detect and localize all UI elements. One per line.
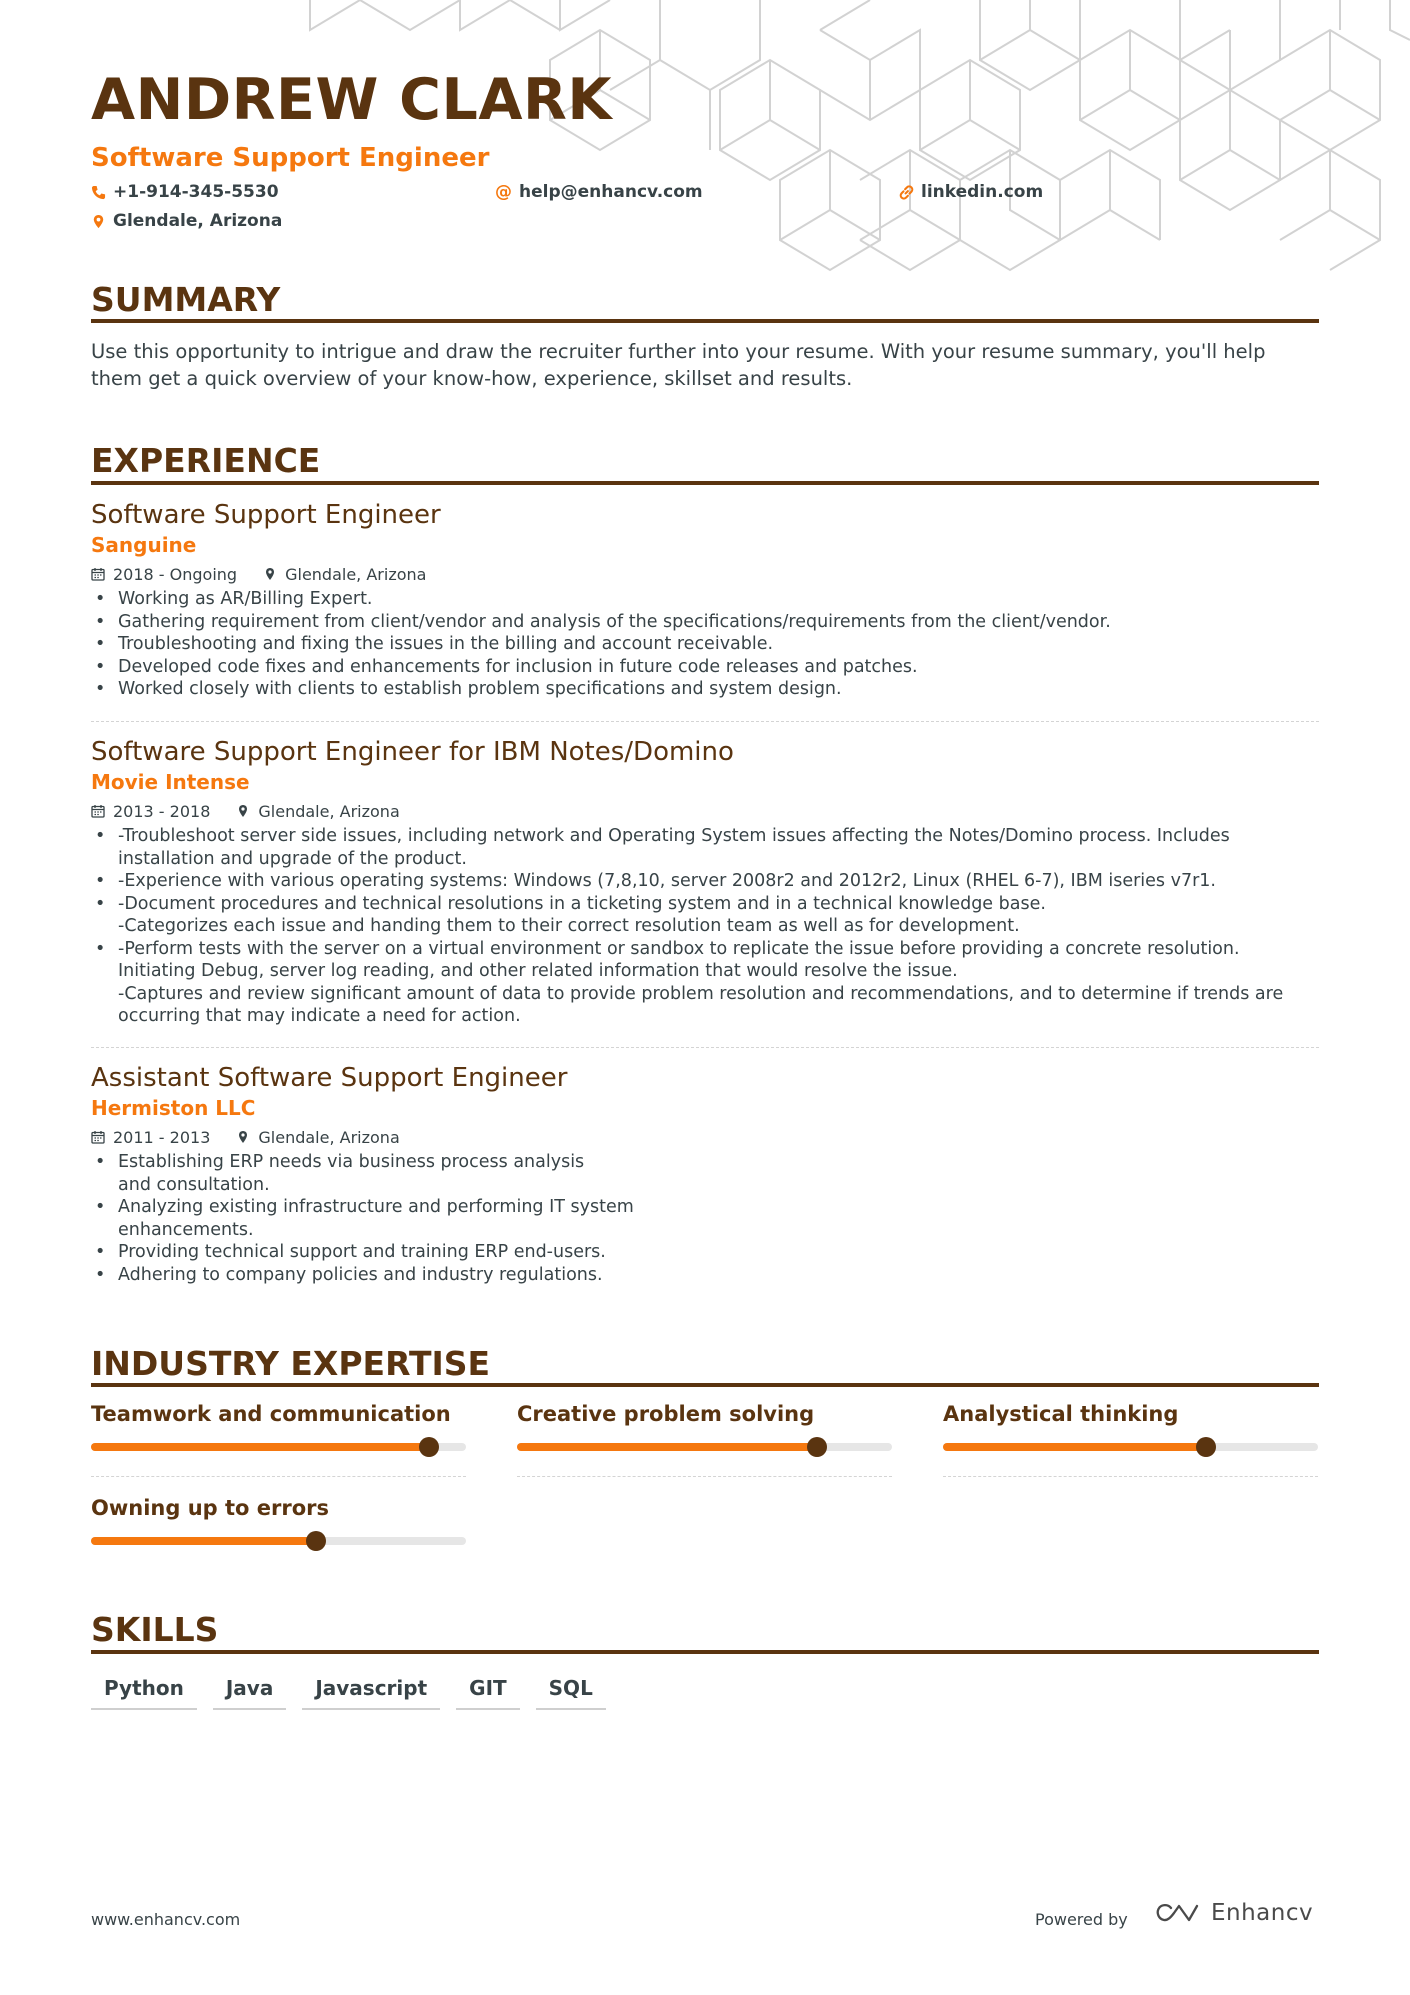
calendar-icon [91,804,105,818]
phone-contact[interactable] [91,184,279,201]
job-dates: 2018 - Ongoing [113,564,238,584]
expertise-bar [517,1443,892,1451]
summary-text: Use this opportunity to intrigue and draw the recruiter further into your resume. With your resume summary, you'll help them get a quick overview of your know-how, experience, skillset and results. [91,340,1266,390]
expertise-item [91,1498,466,1545]
skill-tag: Javascript [302,1670,440,1710]
location-contact [91,213,282,230]
expertise-bar-knob [419,1437,439,1457]
job-location: Glendale, Arizona [258,801,400,821]
location-pin-icon [263,567,277,581]
job-meta [91,563,1319,585]
job-entry [91,502,1319,701]
location-text: Glendale, Arizona [113,211,283,231]
expertise-divider [517,1476,892,1477]
expertise-rule [91,1383,1319,1387]
expertise-label: Creative problem solving [517,1402,815,1426]
phone-icon [91,185,106,200]
linkedin-url: linkedin.com [921,182,1044,202]
job-company: Movie Intense [91,770,250,794]
location-pin-icon [91,214,106,229]
expertise-bar-knob [1196,1437,1216,1457]
skill-tag: Python [91,1670,197,1710]
list-item: • Establishing ERP needs via business process analysis and consultation. [91,1151,1319,1196]
expertise-bar-knob [306,1531,326,1551]
footer-powered-by: Powered by [1035,1910,1128,1929]
skills-rule [91,1650,1319,1654]
job-title: Assistant Software Support Engineer [91,1063,568,1093]
job-divider [91,721,1319,722]
list-item: • Analyzing existing infrastructure and performing IT system enhancements. [91,1196,1319,1241]
job-entry [91,739,1319,1028]
location-pin-icon [236,804,250,818]
list-item: • Worked closely with clients to establish problem specifications and system design. [91,678,1319,701]
expertise-bar-fill [943,1443,1206,1451]
list-item: • Gathering requirement from client/vendor and analysis of the specifications/requirements from the client/vendor. [91,611,1319,634]
expertise-divider [91,1476,466,1477]
list-item: • -Experience with various operating systems: Windows (7,8,10, server 2008r2 and 2012r2, Linux (RHEL 6-7), IBM iseries v7r1. [91,870,1319,893]
list-item: • -Document procedures and technical resolutions in a ticketing system and in a technical knowledge base. -Categorizes each issue and handing them to their correct resolution team as well as for development. [91,893,1319,938]
experience-heading: EXPERIENCE [91,441,321,480]
job-divider [91,1047,1319,1048]
skill-tag: SQL [536,1670,606,1710]
expertise-label: Owning up to errors [91,1496,330,1520]
job-company: Hermiston LLC [91,1096,256,1120]
list-item: • Providing technical support and training ERP end-users. [91,1241,1319,1264]
job-bullets [91,1151,1319,1286]
job-meta [91,1126,1319,1148]
job-entry [91,1065,1319,1286]
expertise-bar-fill [91,1537,316,1545]
enhancv-logo-icon [1155,1901,1201,1925]
candidate-role: Software Support Engineer [91,143,490,173]
list-item: • -Perform tests with the server on a virtual environment or sandbox to replicate the issue before providing a concrete resolution. Initiating Debug, server log reading, and other related information that would resolve the issue. -Captures and review significant amount of data to provide problem resolution and recommendations, and to determine if trends are occurring that may indicate a need for action. [91,938,1319,1028]
expertise-bar [943,1443,1318,1451]
job-location: Glendale, Arizona [258,1127,400,1147]
enhancv-brand-name: Enhancv [1211,1900,1314,1926]
expertise-label: Teamwork and communication [91,1402,451,1426]
expertise-divider [943,1476,1318,1477]
email-contact[interactable] [495,184,703,201]
footer-website-link[interactable]: www.enhancv.com [91,1910,241,1929]
calendar-icon [91,1130,105,1144]
job-dates: 2013 - 2018 [113,801,211,821]
job-bullets [91,588,1319,701]
expertise-label: Analystical thinking [943,1402,1179,1426]
location-pin-icon [236,1130,250,1144]
expertise-bar [91,1537,466,1545]
summary-heading: SUMMARY [91,280,281,319]
list-item: • Developed code fixes and enhancements for inclusion in future code releases and patches. [91,656,1319,679]
skill-tag: Java [213,1670,286,1710]
skill-tag: GIT [456,1670,520,1710]
expertise-item [943,1404,1318,1477]
expertise-item [517,1404,892,1477]
job-company: Sanguine [91,533,197,557]
list-item: • Troubleshooting and fixing the issues in the billing and account receivable. [91,633,1319,656]
job-location: Glendale, Arizona [285,564,427,584]
candidate-name: ANDREW CLARK [91,67,613,133]
email-address: help@enhancv.com [519,182,703,202]
list-item: • Working as AR/Billing Expert. [91,588,1319,611]
expertise-bar-fill [517,1443,817,1451]
skills-list [91,1670,606,1710]
skills-heading: SKILLS [91,1610,219,1649]
expertise-bar [91,1443,466,1451]
expertise-item [91,1404,466,1477]
job-dates: 2011 - 2013 [113,1127,211,1147]
expertise-bar-knob [807,1437,827,1457]
expertise-bar-fill [91,1443,429,1451]
linkedin-contact[interactable] [899,184,1043,201]
summary-rule [91,319,1319,323]
enhancv-logo[interactable] [1155,1900,1313,1926]
job-title: Software Support Engineer [91,500,441,530]
list-item: • Adhering to company policies and industry regulations. [91,1264,1319,1287]
list-item: • -Troubleshoot server side issues, including network and Operating System issues affecting the Notes/Domino process. Includes installation and upgrade of the product. [91,825,1319,870]
link-icon [899,185,914,200]
experience-rule [91,481,1319,485]
calendar-icon [91,567,105,581]
phone-number: +1-914-345-5530 [113,182,279,202]
job-bullets [91,825,1319,1028]
expertise-heading: INDUSTRY EXPERTISE [91,1344,491,1383]
job-meta [91,800,1319,822]
at-icon: @ [495,182,512,202]
job-title: Software Support Engineer for IBM Notes/Domino [91,737,734,767]
